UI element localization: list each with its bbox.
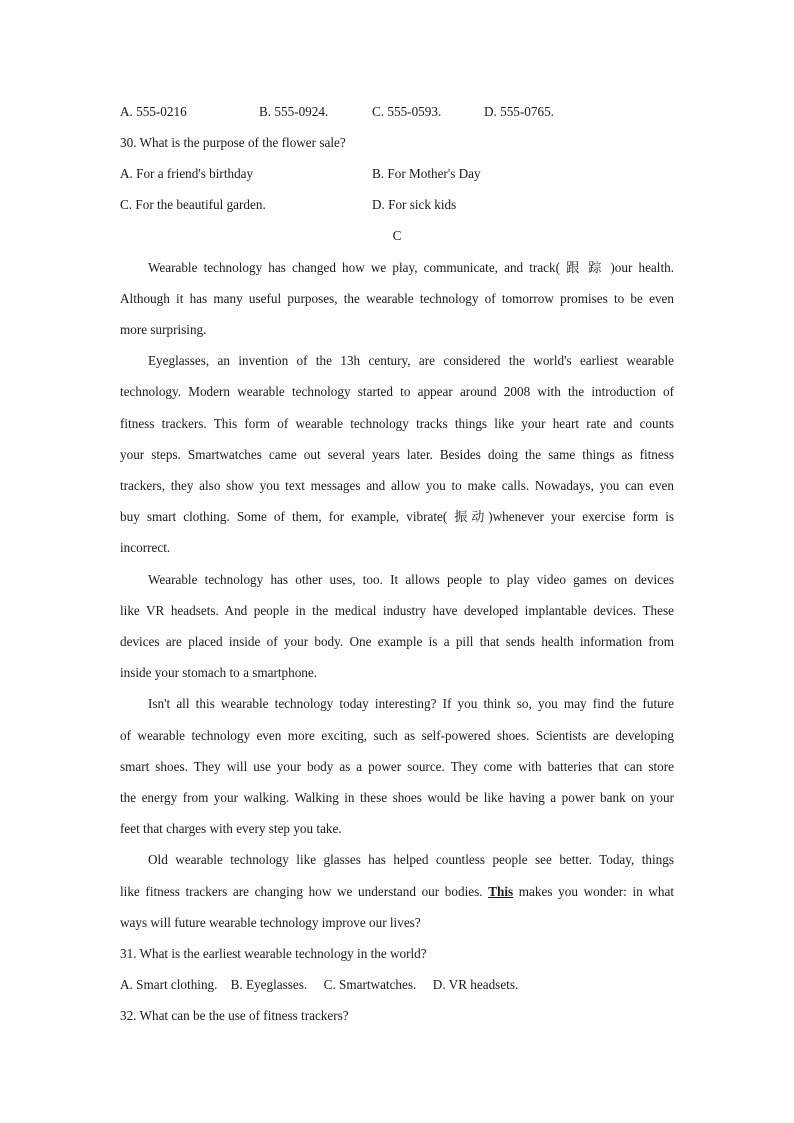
passage-line: Old wearable technology like glasses has helped countless people see better. Today, things — [148, 852, 674, 867]
passage-line: buy smart clothing. Some of them, for example, vibrate( 振动)whenever your exercise form is — [120, 509, 674, 524]
passage-line: Wearable technology has changed how we play, communicate, and track( 跟 踪 )our health. — [148, 260, 674, 275]
passage-line: inside your stomach to a smartphone. — [120, 665, 318, 680]
q30-option-c: C. For the beautiful garden. — [120, 197, 266, 212]
q30-option-a: A. For a friend's birthday — [120, 166, 254, 181]
passage-line: Eyeglasses, an invention of the 13h century, are considered the world's earliest wearable — [148, 353, 674, 368]
passage-line: more surprising. — [120, 322, 207, 337]
q29-option-d: D. 555-0765. — [484, 104, 554, 119]
passage-line: Isn't all this wearable technology today interesting? If you think so, you may find the future — [148, 696, 674, 711]
passage-line: feet that charges with every step you take. — [120, 821, 342, 836]
q32-question: 32. What can be the use of fitness trackers? — [120, 1008, 349, 1023]
passage-line: like VR headsets. And people in the medical industry have developed implantable devices. These — [120, 603, 674, 618]
passage-text: makes you wonder: in what — [513, 884, 674, 899]
passage-line: Although it has many useful purposes, the wearable technology of tomorrow promises to be even — [120, 291, 674, 306]
passage-line: fitness trackers. This form of wearable technology tracks things like your heart rate and counts — [120, 416, 674, 431]
underlined-word: This — [488, 884, 514, 899]
passage-line: Wearable technology has other uses, too. It allows people to play video games on devices — [148, 572, 674, 587]
q30-option-d: D. For sick kids — [372, 197, 457, 212]
passage-line: devices are placed inside of your body. One example is a pill that sends health information from — [120, 634, 674, 649]
passage-text: like fitness trackers are changing how we understand our bodies. — [120, 884, 489, 899]
section-label: C — [392, 228, 402, 243]
passage-line: ways will future wearable technology improve our lives? — [120, 915, 421, 930]
passage-line: technology. Modern wearable technology started to appear around 2008 with the introduction of — [120, 384, 674, 399]
passage-line: trackers, they also show you text messages and allow you to make calls. Nowadays, you can even — [120, 478, 674, 493]
passage-line: incorrect. — [120, 540, 171, 555]
q29-option-b: B. 555-0924. — [259, 104, 329, 119]
q29-option-a: A. 555-0216 — [120, 104, 187, 119]
q31-options: A. Smart clothing. B. Eyeglasses. C. Smartwatches. D. VR headsets. — [120, 977, 519, 992]
passage-line: of wearable technology even more exciting, such as self-powered shoes. Scientists are developing — [120, 728, 674, 743]
q29-option-c: C. 555-0593. — [372, 104, 442, 119]
passage-line — [120, 883, 674, 901]
q31-question: 31. What is the earliest wearable technology in the world? — [120, 946, 427, 961]
q30-question: 30. What is the purpose of the flower sale? — [120, 135, 346, 150]
passage-line: your steps. Smartwatches came out several years later. Besides doing the same things as fitness — [120, 447, 674, 462]
q30-option-b: B. For Mother's Day — [372, 166, 481, 181]
passage-line: smart shoes. They will use your body as a power source. They come with batteries that can store — [120, 759, 674, 774]
passage-line: the energy from your walking. Walking in these shoes would be like having a power bank on your — [120, 790, 674, 805]
